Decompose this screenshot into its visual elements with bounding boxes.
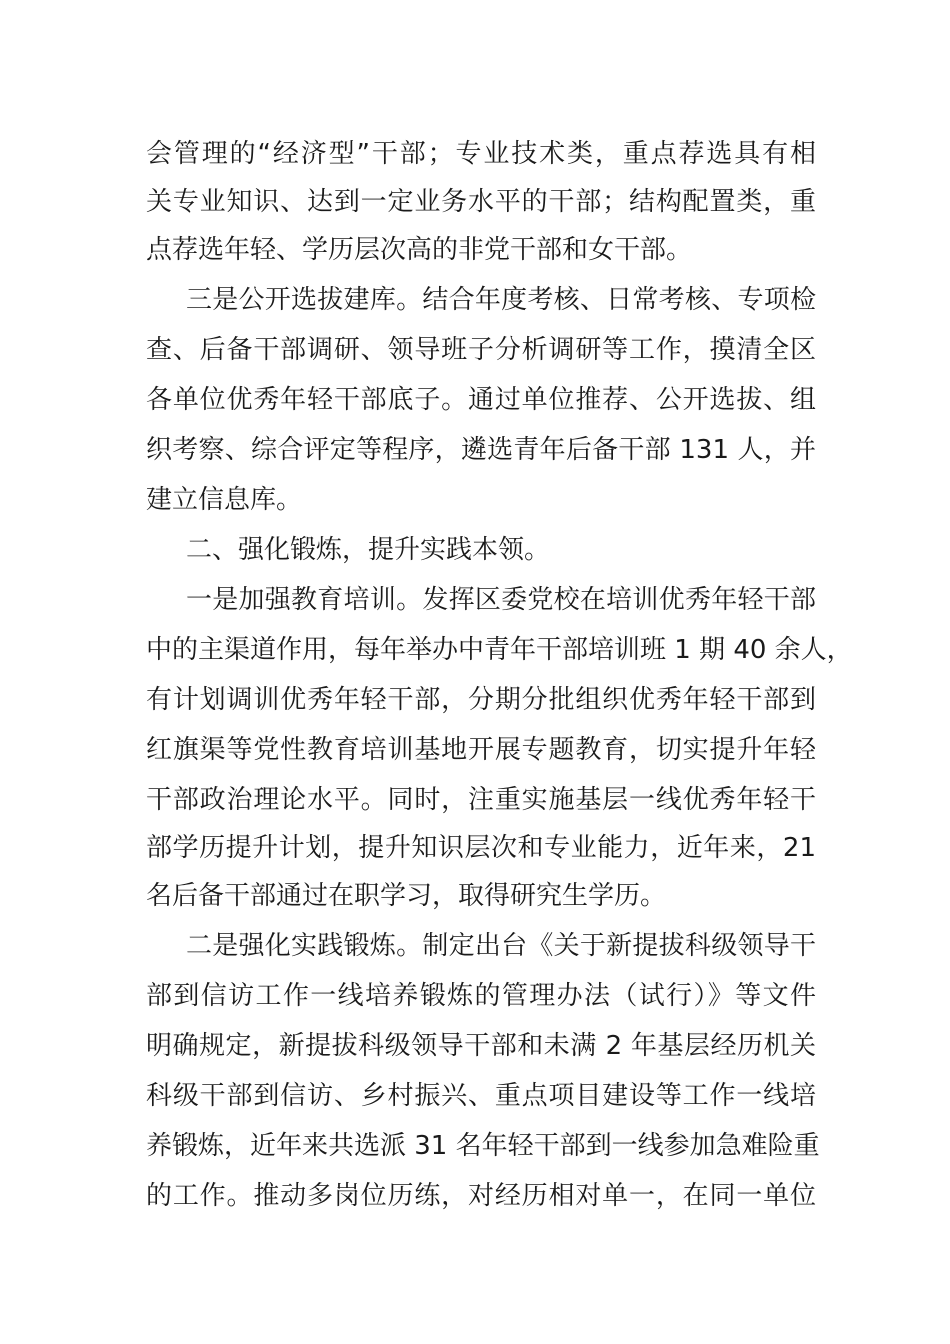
text-line: 查、后备干部调研、领导班子分析调研等工作，摸清全区 — [146, 335, 816, 365]
paragraph-end-line: 建立信息库。 — [146, 485, 303, 515]
section-heading: 二、强化锻炼，提升实践本领。 — [186, 535, 551, 565]
text-line: 干部政治理论水平。同时，注重实施基层一线优秀年轻干 — [146, 785, 816, 815]
text-line: 的工作。推动多岗位历练，对经历相对单一，在同一单位 — [146, 1181, 816, 1211]
paragraph-end-line: 点荐选年轻、学历层次高的非党干部和女干部。 — [146, 235, 693, 265]
paragraph-first-line: 三是公开选拔建库。结合年度考核、日常考核、专项检 — [186, 285, 816, 315]
text-line: 养锻炼，近年来共选派 31 名年轻干部到一线参加急难险重 — [146, 1131, 820, 1161]
text-line: 织考察、综合评定等程序，遴选青年后备干部 131 人，并 — [146, 435, 816, 465]
paragraph-first-line: 二是强化实践锻炼。制定出台《关于新提拔科级领导干 — [186, 931, 816, 961]
text-line: 红旗渠等党性教育培训基地开展专题教育，切实提升年轻 — [146, 735, 816, 765]
text-line: 部学历提升计划，提升知识层次和专业能力，近年来，21 — [146, 833, 816, 863]
text-line: 有计划调训优秀年轻干部，分期分批组织优秀年轻干部到 — [146, 685, 816, 715]
text-line: 明确规定，新提拔科级领导干部和未满 2 年基层经历机关 — [146, 1031, 816, 1061]
text-line: 关专业知识、达到一定业务水平的干部；结构配置类，重 — [146, 187, 816, 217]
text-line: 中的主渠道作用，每年举办中青年干部培训班 1 期 40 余人， — [146, 635, 853, 665]
text-line: 部到信访工作一线培养锻炼的管理办法（试行）》等文件 — [146, 981, 816, 1011]
text-line: 科级干部到信访、乡村振兴、重点项目建设等工作一线培 — [146, 1081, 816, 1111]
text-line: 会管理的“经济型”干部；专业技术类，重点荐选具有相 — [146, 139, 816, 169]
paragraph-end-line: 名后备干部通过在职学习，取得研究生学历。 — [146, 881, 667, 911]
paragraph-first-line: 一是加强教育培训。发挥区委党校在培训优秀年轻干部 — [186, 585, 816, 615]
text-line: 各单位优秀年轻干部底子。通过单位推荐、公开选拔、组 — [146, 385, 816, 415]
